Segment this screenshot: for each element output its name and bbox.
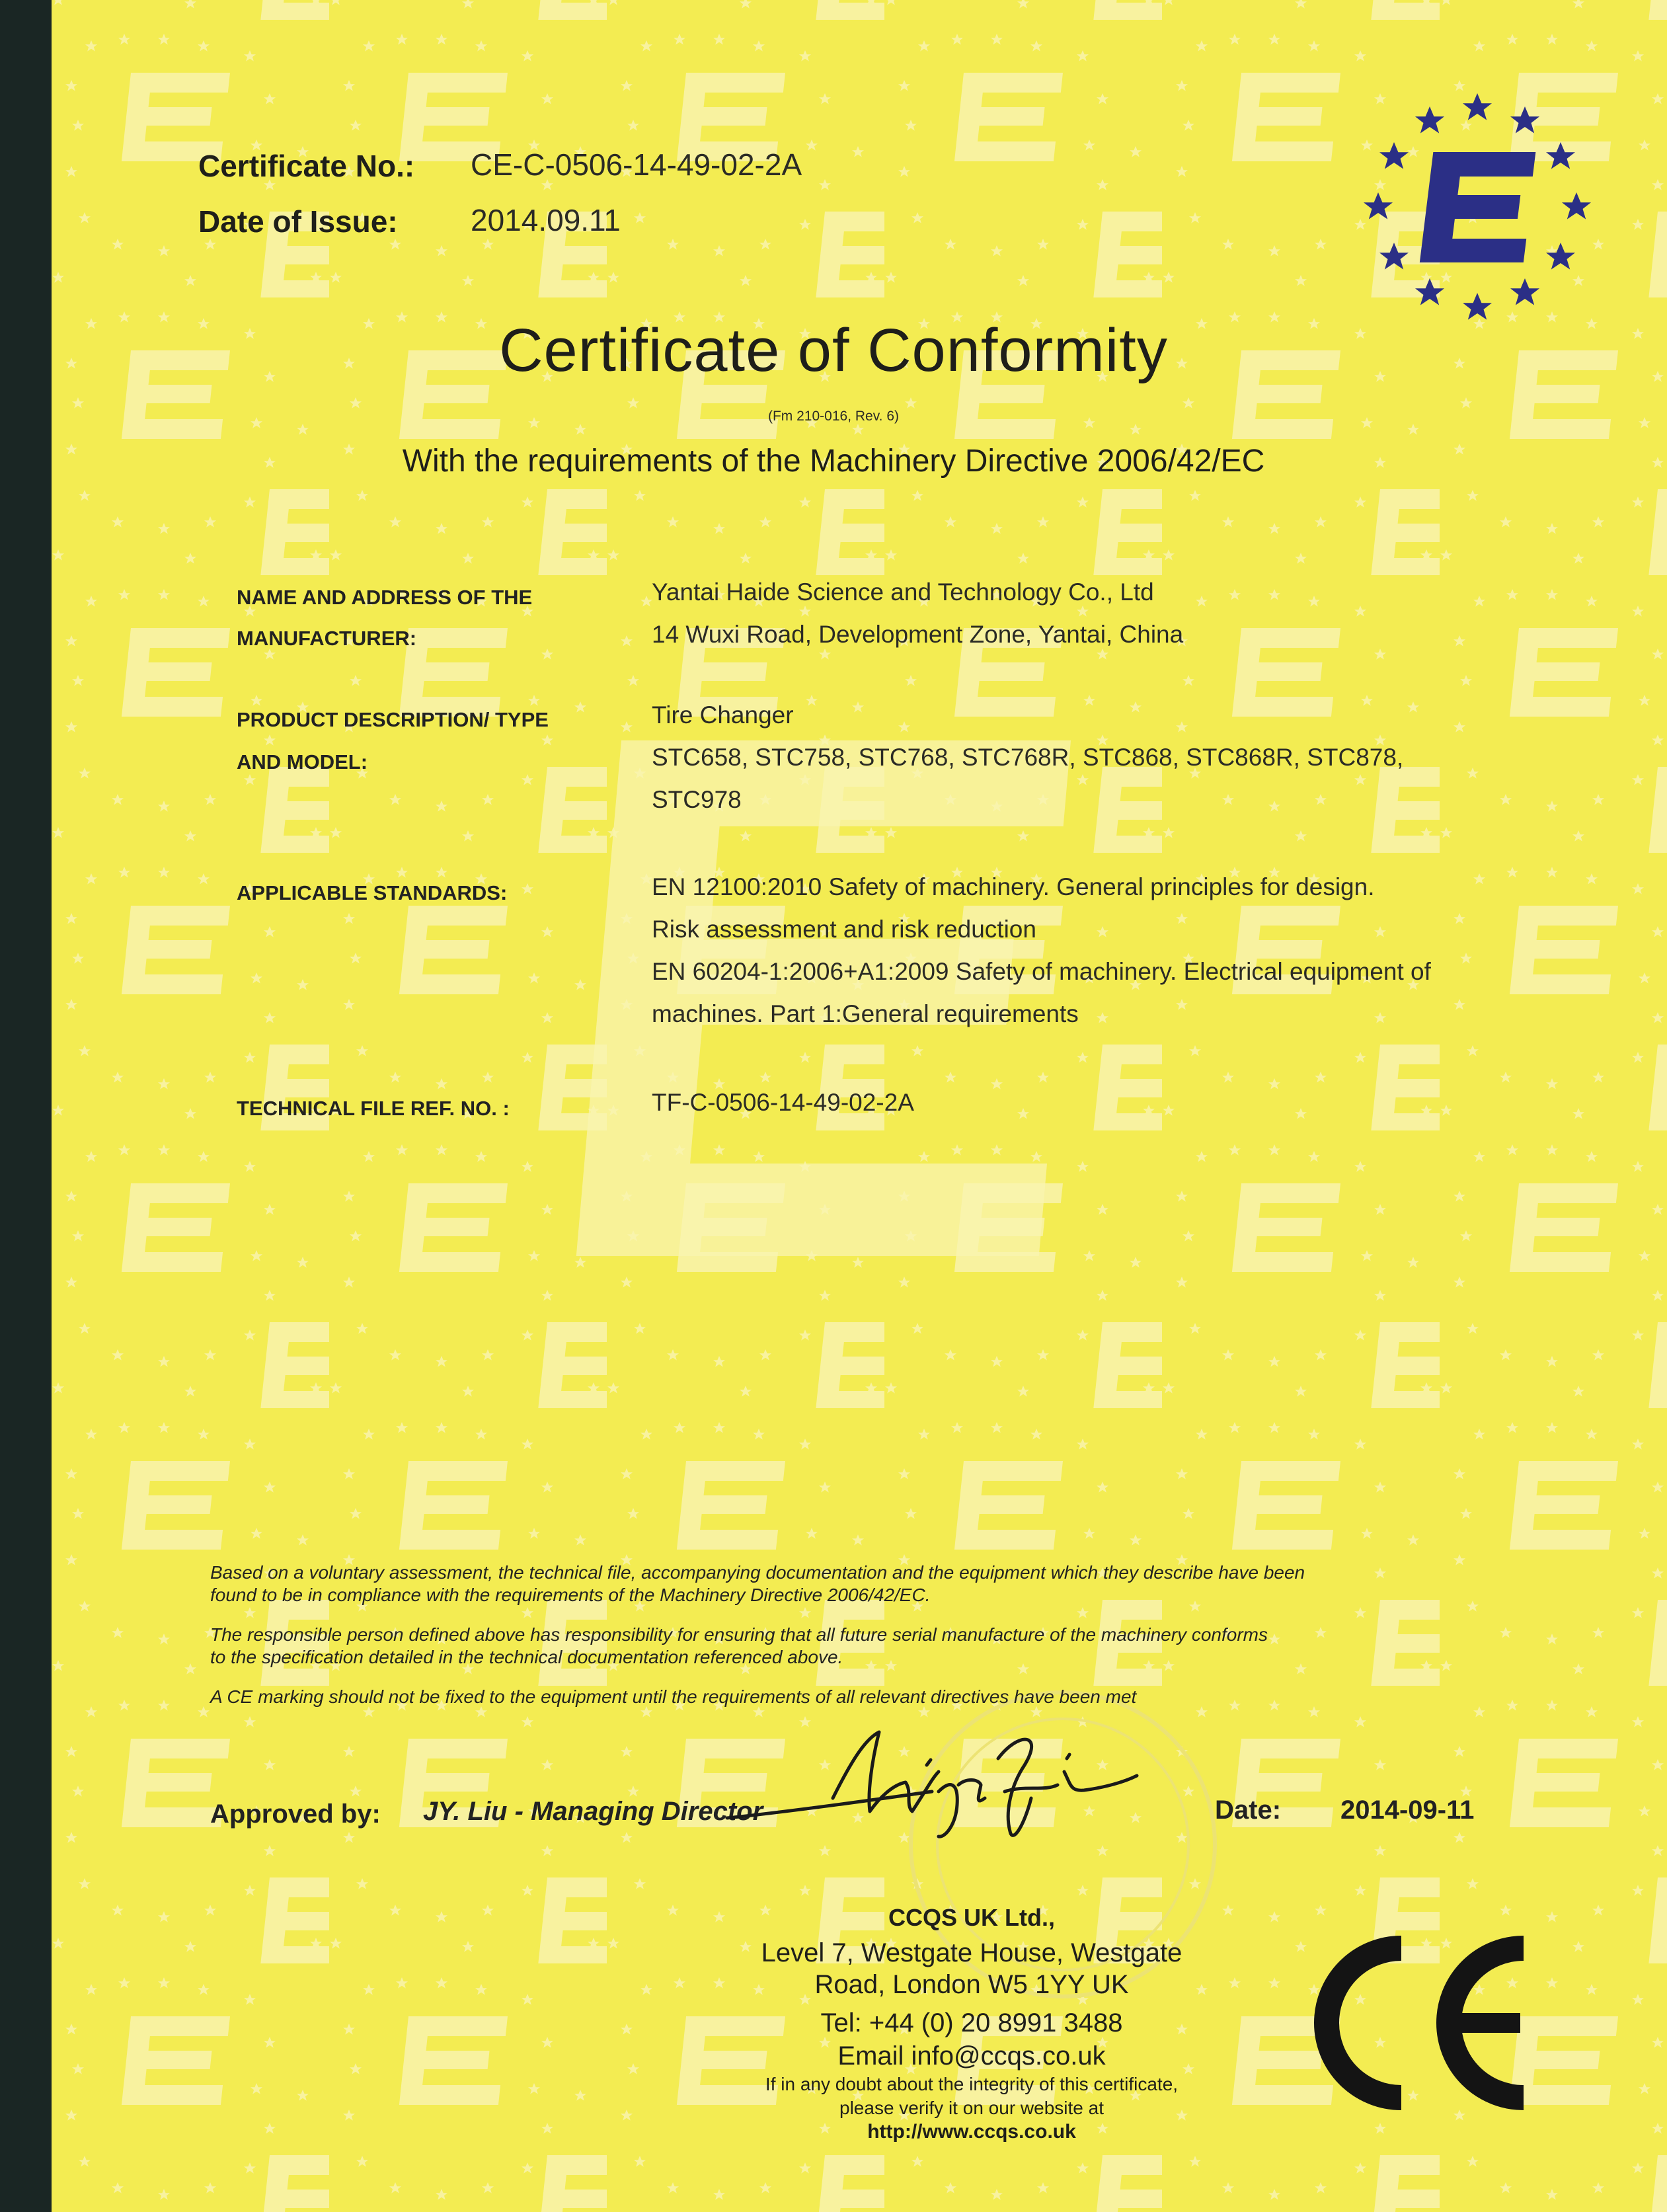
statement-1-line-2: found to be in compliance with the requirements of the Machinery Directive 2006/42/EC. [210, 1585, 931, 1605]
standards-line-4: machines. Part 1:General requirements [652, 1000, 1079, 1027]
statement-2-line-1: The responsible person defined above has responsibility for ensuring that all future serial manufacture of the machinery conforms [210, 1624, 1268, 1645]
statement-3: A CE marking should not be fixed to the equipment until the requirements of all relevant directives have been met [210, 1686, 1137, 1707]
integrity-note-line-2: please verify it on our website at [839, 2098, 1104, 2118]
statement-1-line-1: Based on a voluntary assessment, the technical file, accompanying documentation and the equipment which they describe have been [210, 1562, 1305, 1583]
manufacturer-label-line-1: NAME AND ADDRESS OF THE [237, 586, 533, 609]
form-reference: (Fm 210-016, Rev. 6) [767, 409, 899, 424]
issuer-address-line-1: Level 7, Westgate House, Westgate [761, 1938, 1182, 1967]
product-label-line-2: AND MODEL: [237, 750, 368, 773]
ce-mark [1296, 1934, 1540, 2112]
statement-2-line-2: to the specification detailed in the technical documentation referenced above. [210, 1647, 843, 1667]
technical-file-label: TECHNICAL FILE REF. NO. : [237, 1097, 510, 1120]
standards-line-2: Risk assessment and risk reduction [652, 916, 1036, 943]
certificate-no-label: Certificate No.: [198, 149, 415, 183]
integrity-note-line-1: If in any doubt about the integrity of this certificate, [765, 2074, 1179, 2094]
ccqs-e-logo [1358, 89, 1596, 327]
manufacturer-address: 14 Wuxi Road, Development Zone, Yantai, China [652, 621, 1184, 648]
standards-line-3: EN 60204-1:2006+A1:2009 Safety of machinery. Electrical equipment of [652, 958, 1431, 985]
manufacturer-name: Yantai Haide Science and Technology Co., Ltd [652, 578, 1154, 606]
approved-by-label: Approved by: [210, 1799, 381, 1829]
signature-image [714, 1719, 1150, 1851]
issuer-tel: Tel: +44 (0) 20 8991 3488 [820, 2008, 1123, 2037]
product-label-line-1: PRODUCT DESCRIPTION/ TYPE [237, 708, 549, 731]
certificate-no-value: CE-C-0506-14-49-02-2A [471, 147, 802, 182]
approver-name: JY. Liu - Managing Director [423, 1797, 763, 1826]
issuer-email: Email info@ccqs.co.uk [837, 2041, 1106, 2071]
issuer-website-link[interactable]: http://www.ccqs.co.uk [867, 2121, 1076, 2143]
date-of-issue-value: 2014.09.11 [471, 203, 621, 237]
certificate-title: Certificate of Conformity [499, 317, 1168, 384]
product-description: Tire Changer [652, 701, 794, 729]
standards-label: APPLICABLE STANDARDS: [237, 881, 508, 904]
technical-file-ref: TF-C-0506-14-49-02-2A [652, 1089, 914, 1116]
issuer-company: CCQS UK Ltd., [888, 1904, 1055, 1931]
approval-date-label: Date: [1215, 1796, 1282, 1825]
product-models-line-1: STC658, STC758, STC768, STC768R, STC868, STC868R, STC878, [652, 744, 1404, 771]
manufacturer-label-line-2: MANUFACTURER: [237, 627, 417, 650]
standards-line-1: EN 12100:2010 Safety of machinery. General principles for design. [652, 873, 1375, 900]
product-models-line-2: STC978 [652, 786, 742, 813]
date-of-issue-label: Date of Issue: [198, 204, 398, 239]
directive-subtitle: With the requirements of the Machinery Directive 2006/42/EC [402, 444, 1265, 479]
issuer-address-line-2: Road, London W5 1YY UK [814, 1970, 1129, 1999]
approval-date: 2014-09-11 [1340, 1796, 1475, 1825]
